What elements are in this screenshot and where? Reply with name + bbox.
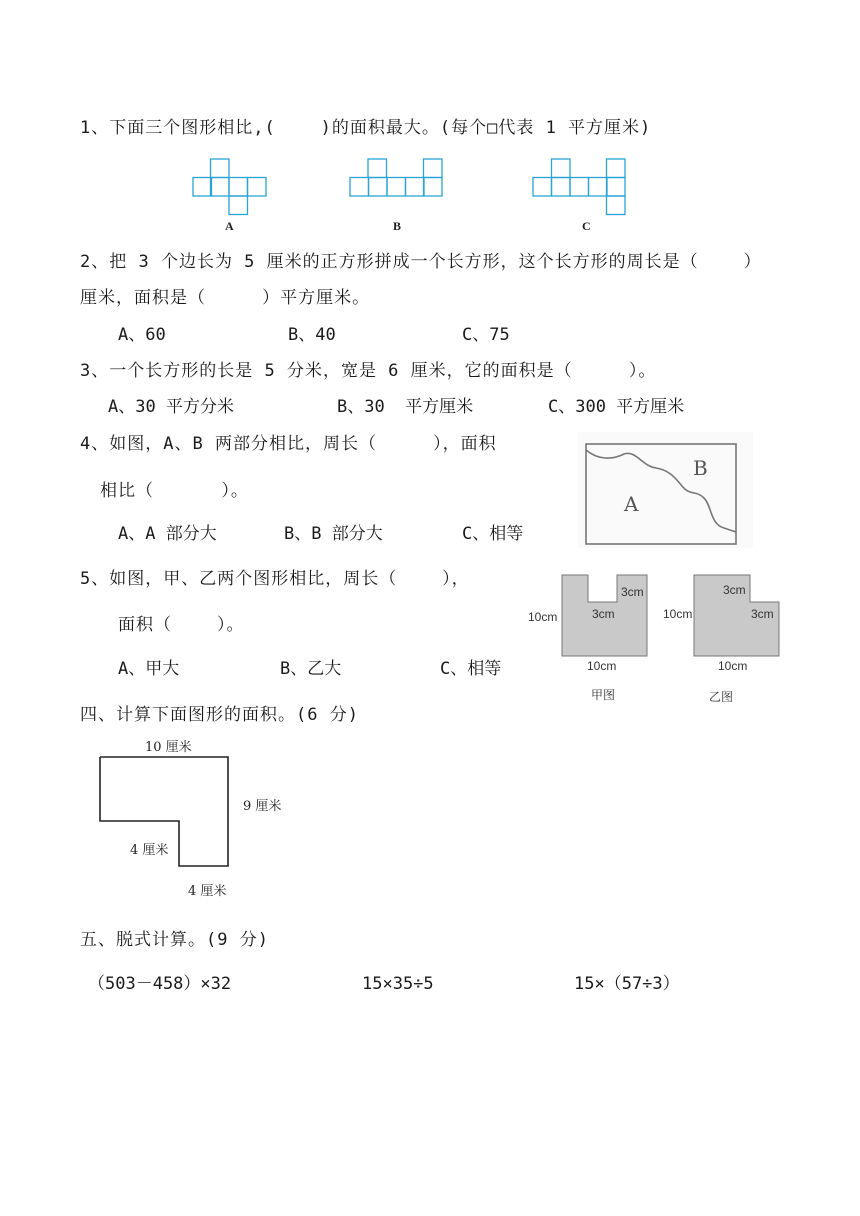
question-4-option-b: B、B 部分大: [284, 524, 383, 544]
question-3-text: 3、一个长方形的长是 5 分米，宽是 6 厘米，它的面积是（ ）。: [80, 361, 657, 381]
yi-caption: 乙图: [709, 690, 734, 704]
section-4-top-label: 10 厘米: [145, 740, 192, 755]
question-5-option-a: A、甲大: [118, 659, 180, 679]
section-4-inner-label: 4 厘米: [130, 843, 169, 858]
yi-notch-side-label: 3cm: [751, 607, 774, 621]
question-5-option-b: B、乙大: [280, 659, 342, 679]
question-5-option-c: C、相等: [440, 659, 502, 679]
yi-notch-top-label: 3cm: [723, 583, 746, 597]
q4-figure: [578, 432, 758, 552]
calc-expression-2: 15×35÷5: [362, 974, 434, 994]
question-4-option-a: A、A 部分大: [118, 524, 217, 544]
question-2-option-c: C、75: [462, 325, 510, 345]
figure-a-label: A: [225, 219, 234, 233]
question-4-line1: 4、如图，A、B 两部分相比，周长（ ），面积: [80, 434, 497, 454]
question-3-option-c: C、300 平方厘米: [548, 397, 685, 417]
question-1-text: 1、下面三个图形相比,( )的面积最大。(每个□代表 1 平方厘米): [80, 118, 652, 138]
yi-bottom-label: 10cm: [718, 659, 748, 673]
figure-b: [349, 158, 449, 200]
calc-expression-1: （503－458）×32: [88, 974, 232, 994]
question-2-line2: 厘米，面积是（ ）平方厘米。: [80, 288, 371, 308]
section-4-title: 四、计算下面图形的面积。(6 分): [80, 705, 359, 725]
figure-b-label: B: [393, 219, 402, 233]
figure-c-label: C: [582, 219, 591, 233]
question-4-line2: 相比（ ）。: [100, 481, 249, 501]
question-5-line1: 5、如图，甲、乙两个图形相比，周长（ ），: [80, 569, 470, 589]
jia-notch-top-label: 3cm: [621, 585, 644, 599]
question-3-option-b: B、30 平方厘米: [337, 397, 474, 417]
jia-bottom-label: 10cm: [587, 659, 617, 673]
jia-side-label: 10cm: [528, 610, 558, 624]
section-4-right-label: 9 厘米: [243, 799, 282, 814]
figure-c: [532, 158, 632, 218]
q4-label-a: A: [624, 492, 639, 516]
figure-a: [192, 158, 272, 218]
question-2-option-a: A、60: [118, 325, 166, 345]
question-3-option-a: A、30 平方分米: [108, 397, 234, 417]
section-5-title: 五、脱式计算。(9 分): [80, 930, 269, 950]
calc-expression-3: 15×（57÷3）: [574, 974, 680, 994]
question-4-option-c: C、相等: [462, 524, 524, 544]
jia-caption: 甲图: [591, 688, 616, 702]
question-2-line1: 2、把 3 个边长为 5 厘米的正方形拼成一个长方形，这个长方形的周长是（ ）: [80, 252, 762, 272]
section-4-bottom-label: 4 厘米: [188, 884, 227, 899]
question-5-line2: 面积（ ）。: [118, 615, 245, 635]
jia-notch-bottom-label: 3cm: [592, 607, 615, 621]
question-2-option-b: B、40: [288, 325, 336, 345]
yi-side-label: 10cm: [663, 607, 693, 621]
q4-label-b: B: [693, 456, 708, 480]
